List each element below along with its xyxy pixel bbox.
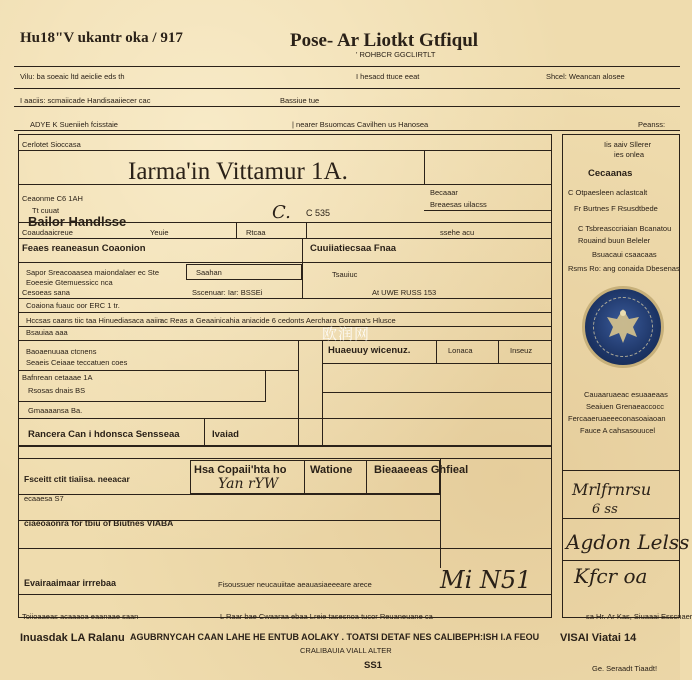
row-f: Coaiona fuauc oor ERC 1 tr.: [26, 301, 120, 310]
right-line6: C Tsbreasccriaian Bcanatou: [578, 224, 672, 233]
row-e-mid: Saahan: [196, 268, 222, 277]
row-g: Hccsas caans tiic taa Hinuediasaca aaiin: [26, 316, 162, 325]
box-d: Hsa Copaii'hta ho: [194, 464, 287, 476]
main-heading: Iarma'in Vittamur 1A.: [128, 158, 348, 185]
right-line3: Cecaanas: [588, 168, 633, 179]
watermark-text: 欧润网: [322, 325, 371, 343]
field-a2: Tt cuuat: [32, 206, 60, 215]
box-f: Bieaaeeas Ghfieal: [374, 464, 469, 476]
row-g2: ac Reas a Geaainicahia aniacide 6 cedonts Aerchara Gorama's Hlusce: [160, 316, 396, 325]
right-line11: Seaiuen Grenaeaccocc: [586, 402, 664, 411]
right-line7: Rouaind buun Beleler: [578, 236, 651, 245]
right-line10: Cauaaruaeac esuaaeaas: [584, 390, 668, 399]
row-d-left: Feaes reaneasun Coaonion: [22, 243, 146, 254]
box-b-label: Lonaca: [448, 346, 473, 355]
row-q-mid: Fisoussuer neucauiitae aeauasiaeeeare arece: [218, 580, 372, 589]
row-e-left: Sapor Sreacoaasea maiondalaer ec Ste: [26, 268, 160, 277]
side-label-1: Becaaar: [430, 188, 458, 197]
row-n: Fsceitt ctit tiaiisa. neeacar: [24, 474, 130, 484]
row-c-mid: Yeuie: [150, 228, 169, 237]
side-label-2: Breaesas uilacss: [430, 200, 487, 209]
official-seal-icon: [582, 286, 664, 368]
right-line12: Fercaaeruaeeeconasoaiaoan: [568, 414, 666, 423]
row-e2-left: Eoeesie Gtemuessicc nca: [26, 278, 113, 287]
footer-page: SS1: [364, 660, 382, 671]
document-title: Pose- Ar Liotkt Gtfiqul: [290, 30, 479, 51]
right-line1: Iis aaiv Sllerer: [604, 140, 652, 149]
row-k: Rsosas dnais BS: [28, 386, 86, 395]
row-d-right: Cuuiiatiecsaa Fnaa: [310, 243, 397, 254]
header-row3-left: ADYE K Sueniieh fcisstaie: [30, 120, 118, 129]
row-q: Evairaaimaar irrrebaa: [24, 578, 117, 588]
field-b2: Coaudaaicreue: [22, 228, 73, 237]
right-line5: Fr Burtnes F Rsusdtbede: [574, 204, 658, 213]
row-i2: Seaeis Ceiaae teccatuen coes: [26, 358, 128, 367]
header-row3-right: Peanss:: [638, 120, 666, 129]
header-row2-mid: Bassiue tue: [280, 96, 320, 105]
footer-mid: AGUBRNYCAH CAAN LAHE HE ENTUB AOLAKY . TOATSI DETAF NES CALIBEPH:ISH I.A FEOU: [130, 632, 540, 642]
row-r2: L Raar bae Cwaaraa ebaa Lreie tasesnoa tucor Reuaneuane ca: [220, 612, 433, 621]
signature-2: 6 ss: [592, 502, 618, 517]
header-row1-mid: I hesacd ttuce eeat: [356, 72, 420, 81]
header-row1-left: Vilu: ba soeaic ltd aeiclie eds th: [20, 72, 125, 81]
footer-right: VISAI Viatai 14: [560, 632, 637, 644]
signature-1: Mrlfrnrsu: [572, 480, 652, 499]
mid-mark: C.: [272, 202, 291, 223]
footer-left: Inuasdak LA Ralanu: [20, 632, 125, 644]
row-e-right: Tsauiuc: [332, 270, 358, 279]
row-l: Gmaaaansa Ba.: [28, 406, 83, 415]
right-line13: Fauce A cahsasouucel: [580, 426, 656, 435]
box-a-label: Huaeuuy wicenuz.: [328, 345, 411, 356]
document-subtitle: ' ROHBCR GGCLIRTLT: [356, 50, 436, 59]
row-o: ecaaesa S7: [24, 494, 64, 503]
footer-corner: Ge. Seraadt Tiaadt!: [592, 664, 658, 673]
row-j: Bafnrean cetaaae 1A: [22, 373, 93, 382]
field-b-label: Bailor Handlsse: [28, 214, 127, 229]
right-line8: Bsuacaui csaacaas: [592, 250, 657, 259]
header-row3-mid: | nearer Bsuomcas Cavilhen us Hanosea: [292, 120, 429, 129]
row-r3: sa Hr. Ar Kas, Siuaaai Esscnaer: [586, 612, 692, 621]
box-c-label: Inseuz: [510, 346, 533, 355]
row-c-far: ssehe acu: [440, 228, 475, 237]
row-c-right: Rtcaa: [246, 228, 266, 237]
header-top-left: Hu18"V ukantr oka / 917: [20, 30, 183, 46]
box-d-handwriting: Yan rYW: [218, 476, 279, 492]
right-line4: C Otpaesleen aclastcalt: [568, 188, 648, 197]
header-row2-left: I aaciis: scmaiicade Handisaaiiecer cac: [20, 96, 151, 105]
footer-mid2: CRALIBAUIA VIALL ALTER: [300, 646, 392, 655]
right-line2: ies onlea: [614, 150, 645, 159]
right-line9: Rsms Ro: ang conaida Dbesenas: [568, 264, 680, 273]
row-e-code: Sscenuar: Iar: BSSEi: [192, 288, 263, 297]
mid-code: C 535: [306, 208, 331, 218]
row-e3-left: Cesoeas sana: [22, 288, 70, 297]
signature-4: Kfcr oa: [574, 564, 648, 588]
row-q-handwriting: Mi N51: [440, 566, 532, 594]
main-label-top-left: Cerlotet Sioccasa: [22, 140, 81, 149]
row-m: Rancera Can i hdonsca Sensseaa: [28, 429, 180, 440]
row-i: Baoaenuuaa ctcnens: [26, 347, 97, 356]
row-e-code2: At UWE RUSS 153: [372, 288, 437, 297]
field-a-label: Ceaonme C6 1AH: [22, 194, 83, 203]
header-row1-right: Shcel: Weancan alosee: [546, 72, 625, 81]
row-m-right: Ivaiad: [212, 429, 239, 440]
signature-3: Agdon Lelss: [566, 530, 690, 554]
row-r: Toiioaaeas acaaaoa eaanaae saan: [22, 612, 139, 621]
eagle-emblem-icon: [585, 289, 661, 365]
row-p: ciaeoaonra for tbiu of Biutnes VIABA: [24, 518, 174, 528]
box-e: Watione: [310, 464, 353, 476]
row-h: Bsauiaa aaa: [26, 328, 68, 337]
